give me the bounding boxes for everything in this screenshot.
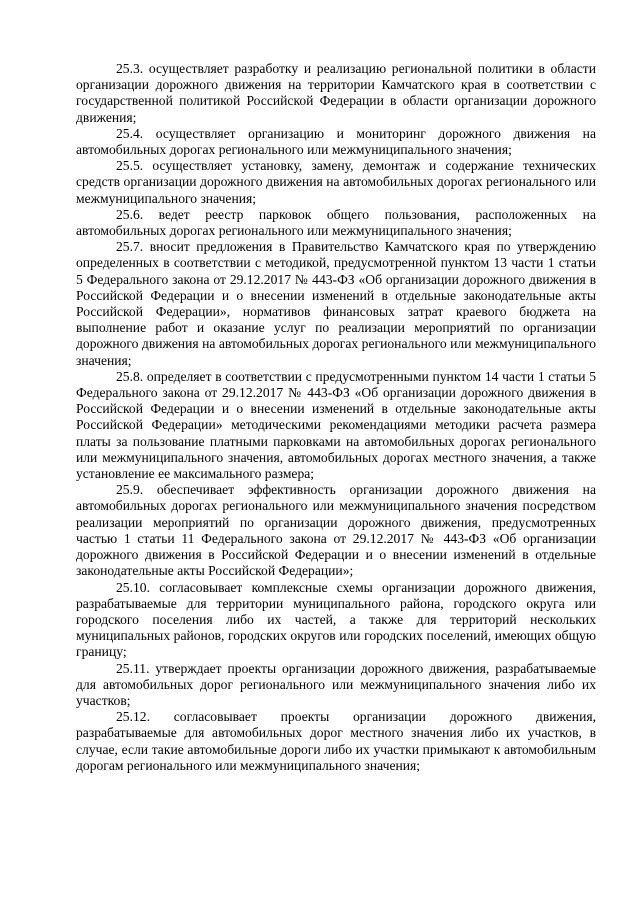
paragraph-25-3: 25.3. осуществляет разработку и реализацию региональной политики в области организации дорожного движения на территории Камчатского края в соответствии с государственной политикой Российской Федерации в области организации дорожного движения; — [76, 61, 596, 125]
paragraph-25-6: 25.6. ведет реестр парковок общего пользования, расположенных на автомобильных дорогах регионального или межмуниципального значения; — [76, 206, 596, 239]
paragraph-25-10: 25.10. согласовывает комплексные схемы организации дорожного движения, разрабатываемые для территории муниципального района, городского округа или городского поселения либо их частей, а также для территорий нескольких муниципальных районов, городских округов или городских поселений, имеющих общую границу; — [76, 579, 596, 660]
paragraph-25-11: 25.11. утверждает проекты организации дорожного движения, разрабатываемые для автомобильных дорог регионального или межмуниципального значения либо их участков; — [76, 660, 596, 708]
paragraph-25-4: 25.4. осуществляет организацию и мониторинг дорожного движения на автомобильных дорогах регионального или межмуниципального значения; — [76, 125, 596, 158]
paragraph-25-12: 25.12. согласовывает проекты организации дорожного движения, разрабатываемые для автомобильных дорог местного значения либо их участков, в случае, если такие автомобильные дороги либо их участки примыкают к автомобильным дорогам регионального или межмуниципального значения; — [76, 709, 596, 773]
paragraph-25-8: 25.8. определяет в соответствии с предусмотренными пунктом 14 части 1 статьи 5 Федерального закона от 29.12.2017 № 443-ФЗ «Об организации дорожного движения в Российской Федерации и о внесении изменений в отдельные законодательные акты Российской Федерации» методическими рекомендациями методики расчета размера платы за пользование платными парковками на автомобильных дорогах регионального или межмуниципального значения, автомобильных дорогах местного значения, а также установление ее максимального размера; — [76, 368, 596, 482]
document-page — [76, 61, 596, 774]
paragraph-25-5: 25.5. осуществляет установку, замену, демонтаж и содержание технических средств организации дорожного движения на автомобильных дорогах регионального или межмуниципального значения; — [76, 158, 596, 206]
paragraph-25-9: 25.9. обеспечивает эффективность организации дорожного движения на автомобильных дорогах регионального или межмуниципального значения посредством реализации мероприятий по организации дорожного движения, предусмотренных частью 1 статьи 11 Федерального закона от 29.12.2017 № 443-ФЗ «Об организации дорожного движения в Российской Федерации и о внесении изменений в отдельные законодательные акты Российской Федерации»; — [76, 482, 596, 579]
paragraph-25-7: 25.7. вносит предложения в Правительство Камчатского края по утверждению определенных в соответствии с методикой, предусмотренной пунктом 13 части 1 статьи 5 Федерального закона от 29.12.2017 № 443-ФЗ «Об организации дорожного движения в Российской Федерации и о внесении изменений в отдельные законодательные акты Российской Федерации», нормативов финансовых затрат краевого бюджета на выполнение работ и оказание услуг по реализации мероприятий по организации дорожного движения на автомобильных дорогах регионального или межмуниципального значения; — [76, 239, 596, 368]
